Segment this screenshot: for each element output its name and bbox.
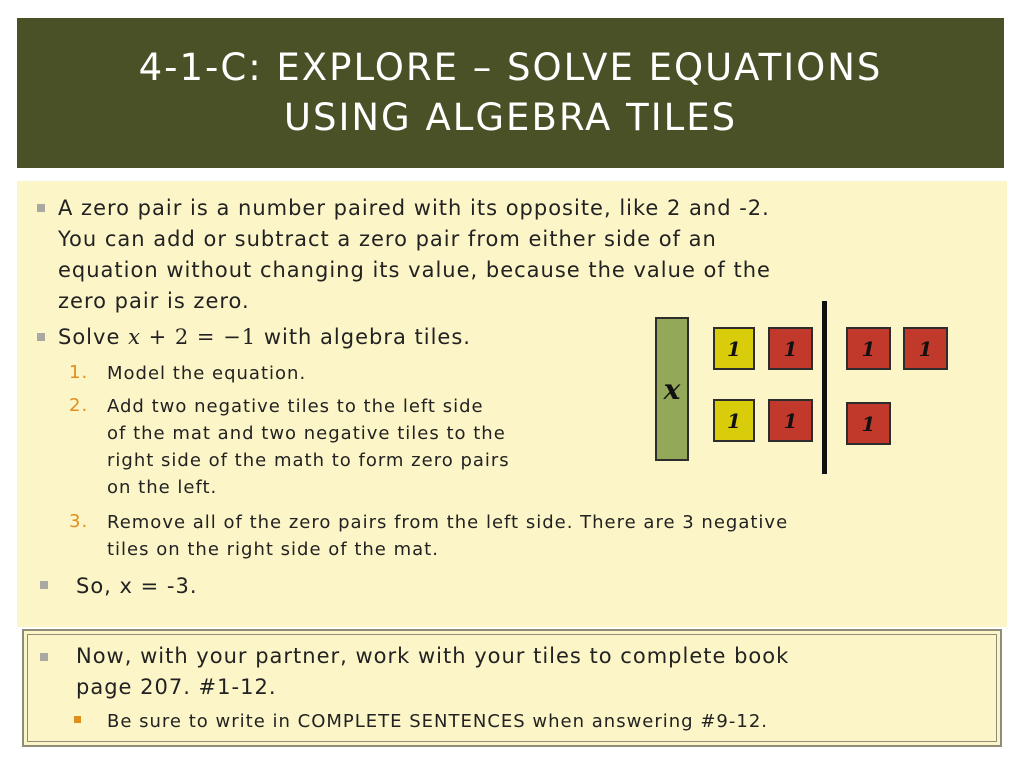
equation [128, 325, 256, 349]
step-1 [107, 360, 306, 387]
step-line: Add two negative tiles to the left side [107, 396, 484, 417]
conclusion: So, x = -3. [76, 574, 198, 598]
negative-unit-tile: 1 [903, 327, 948, 370]
step-line: tiles on the right side of the mat. [107, 539, 439, 560]
x-tile: x [655, 317, 689, 461]
step-line: Remove all of the zero pairs from the left side. There are 3 negative [107, 512, 789, 533]
intro-line: zero pair is zero. [58, 289, 250, 313]
step-line: on the left. [107, 477, 218, 498]
step-number: 3. [69, 511, 89, 532]
bullet-marker [37, 333, 45, 341]
negative-unit-tile: 1 [768, 327, 813, 370]
negative-unit-tile: 1 [768, 399, 813, 442]
step-line: right side of the math to form zero pairs [107, 450, 510, 471]
title-line-1: 4-1-C: EXPLORE – SOLVE EQUATIONS [138, 46, 883, 89]
bullet-marker [40, 653, 48, 661]
solve-suffix: with algebra tiles. [263, 325, 471, 349]
step-number: 1. [69, 362, 89, 383]
instruction-line: Now, with your partner, work with your tiles to complete book [76, 644, 790, 668]
bullet-marker [40, 581, 48, 589]
intro-line: equation without changing its value, because the value of the [58, 258, 771, 282]
mat-divider [822, 301, 827, 474]
equation-rest: + 2 = −1 [140, 325, 257, 349]
step-2 [107, 393, 510, 501]
bullet-marker [37, 204, 45, 212]
positive-unit-tile: 1 [713, 399, 755, 442]
solve-line [58, 322, 471, 353]
intro-paragraph [58, 193, 988, 317]
slide-title [139, 43, 883, 143]
step-line: of the mat and two negative tiles to the [107, 423, 506, 444]
negative-unit-tile: 1 [846, 402, 891, 445]
instruction-line: page 207. #1-12. [76, 675, 277, 699]
sub-bullet-marker [74, 716, 81, 723]
title-line-2: USING ALGEBRA TILES [283, 96, 738, 139]
solve-prefix: Solve [58, 325, 121, 349]
negative-unit-tile: 1 [846, 327, 891, 370]
equation-variable: x [128, 325, 141, 349]
intro-line: You can add or subtract a zero pair from either side of an [58, 227, 717, 251]
intro-line: A zero pair is a number paired with its opposite, like 2 and -2. [58, 196, 770, 220]
positive-unit-tile: 1 [713, 327, 755, 370]
step-line: Model the equation. [107, 363, 307, 384]
title-bar [17, 18, 1004, 168]
step-3 [107, 509, 788, 563]
partner-instruction [76, 641, 789, 703]
sentence-reminder: Be sure to write in COMPLETE SENTENCES when answering #9-12. [107, 711, 768, 732]
step-number: 2. [69, 395, 89, 416]
